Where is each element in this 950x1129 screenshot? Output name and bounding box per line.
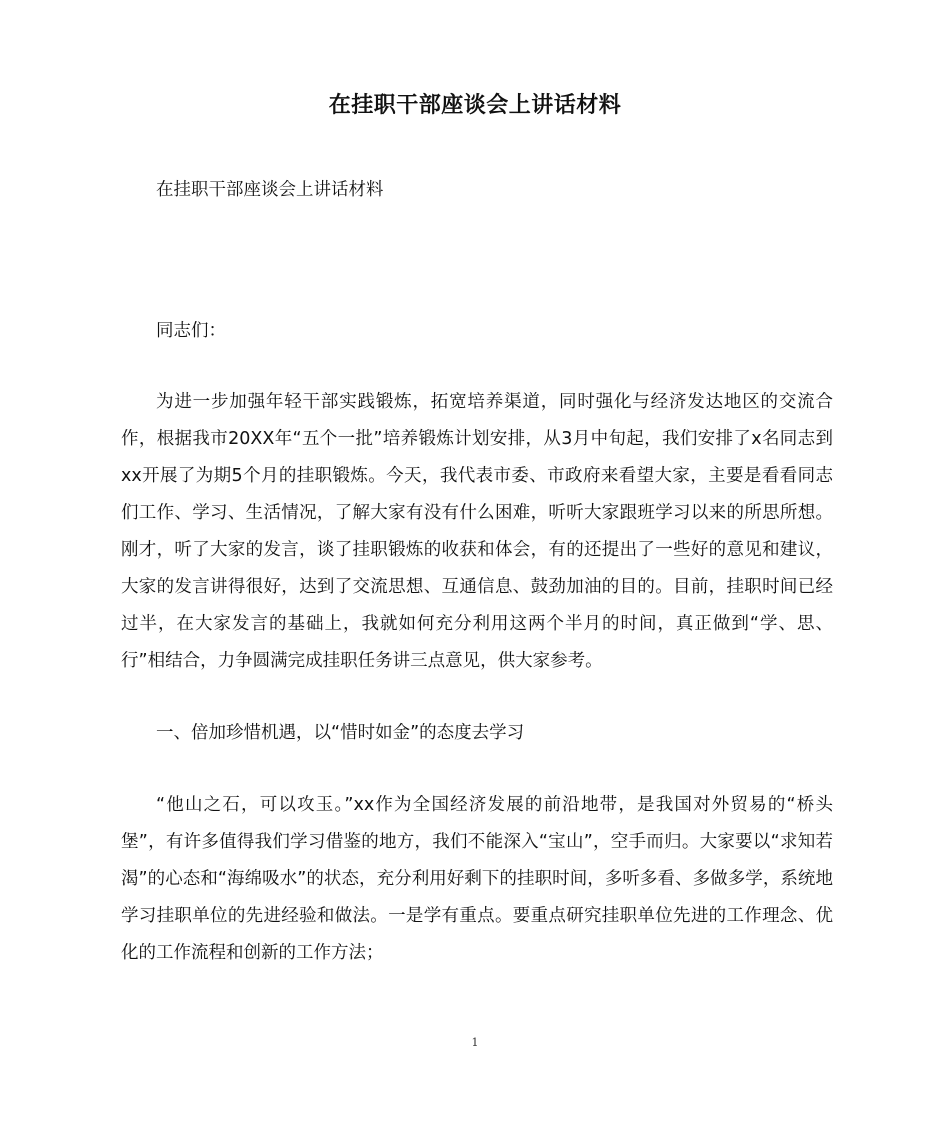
body-paragraph-1: 为进一步加强年轻干部实践锻炼，拓宽培养渠道，同时强化与经济发达地区的交流合作，根据我市20XX年“五个一批”培养锻炼计划安排，从3月中旬起，我们安排了x名同志到xx开展了为期5个月的挂职锻炼。今天，我代表市委、市政府来看望大家，主要是看看同志们工作、学习、生活情况，了解大家有没有什么困难，听听大家跟班学习以来的所思所想。刚才，听了大家的发言，谈了挂职锻炼的收获和体会，有的还提出了一些好的意见和建议，大家的发言讲得很好，达到了交流思想、互通信息、鼓劲加油的目的。目前，挂职时间已经过半，在大家发言的基础上，我就如何充分利用这两个半月的时间，真正做到“学、思、行”相结合，力争圆满完成挂职任务讲三点意见，供大家参考。 — [121, 392, 833, 671]
greeting-line: 同志们： — [156, 321, 226, 341]
document-title: 在挂职干部座谈会上讲话材料 — [328, 93, 622, 118]
section-heading-1: 一、倍加珍惜机遇，以“惜时如金”的态度去学习 — [156, 723, 525, 743]
document-subtitle: 在挂职干部座谈会上讲话材料 — [156, 180, 384, 200]
page-number: 1 — [471, 1036, 479, 1049]
body-paragraph-2: “他山之石，可以攻玉。”xx作为全国经济发展的前沿地带，是我国对外贸易的“桥头堡”，有许多值得我们学习借鉴的地方，我们不能深入“宝山”，空手而归。大家要以“求知若渴”的心态和“海绵吸水”的状态，充分利用好剩下的挂职时间，多听多看、多做多学，系统地学习挂职单位的先进经验和做法。一是学有重点。要重点研究挂职单位先进的工作理念、优化的工作流程和创新的工作方法； — [121, 795, 833, 963]
